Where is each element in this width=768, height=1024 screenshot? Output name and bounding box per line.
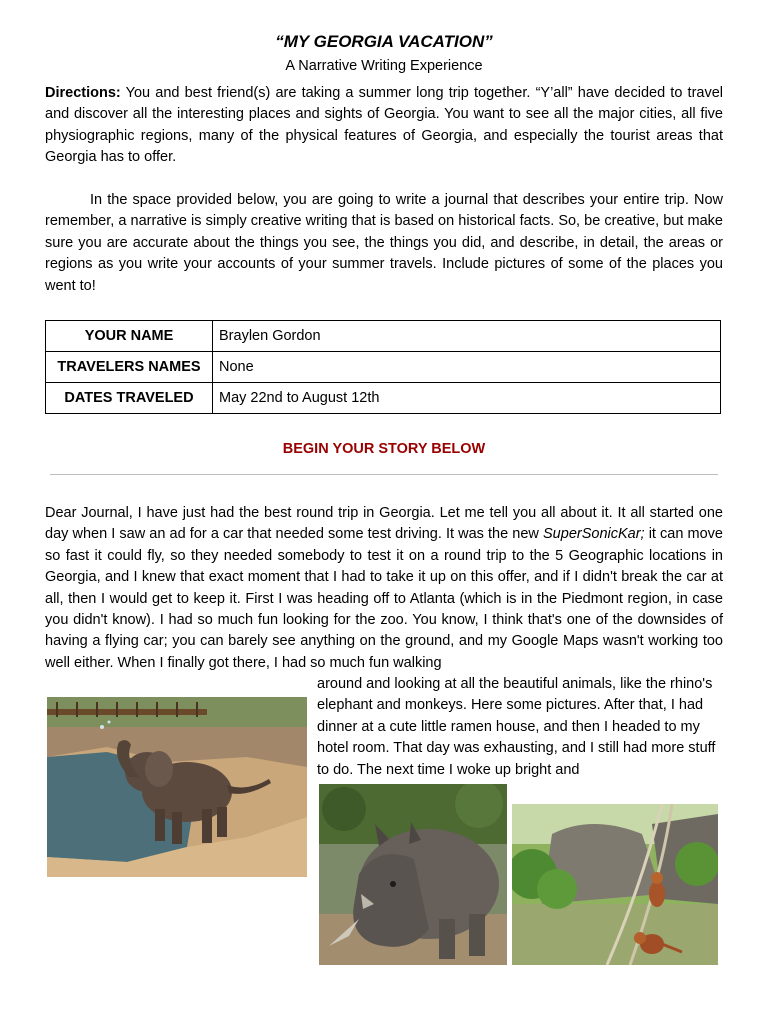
story-continuation: around and looking at all the beautiful animals, like the rhino's elephant and monkeys. Here some pictures. After that, I had dinner at a cute little ramen house, and then I headed to my hotel room. That day was exhausting, and I still had more stuff to do. The next time I woke up bright and xyxy=(317,676,716,778)
directions-text: You and best friend(s) are taking a summer long trip together. “Y’all” have decided to travel and discover all the interesting places and sights of Georgia. You want to see all the major cities, all five physiographic regions, many of the physical features of Georgia, and especially the tourist areas that Georgia has to offer. xyxy=(45,85,723,166)
directions-label: Directions: xyxy=(45,85,121,101)
table-row xyxy=(46,383,721,414)
your-name-value: Braylen Gordon xyxy=(213,321,721,352)
begin-story-heading: BEGIN YOUR STORY BELOW xyxy=(282,441,486,457)
page-subtitle: A Narrative Writing Experience xyxy=(285,58,483,74)
section-divider xyxy=(50,474,718,475)
dates-traveled-value: May 22nd to August 12th xyxy=(213,383,721,414)
monkey-image xyxy=(512,804,718,965)
dates-traveled-label: DATES TRAVELED xyxy=(46,383,213,414)
table-row xyxy=(46,321,721,352)
instructions-paragraph: In the space provided below, you are going to write a journal that describes your entire trip. Now remember, a narrative is simply creative writing that is based on historical facts. So, be creative, but make sure you are accurate about the things you see, the things you did, and describe, in detail, the areas or regions as you write your accounts of your summer travels. Include pictures of some of the places you went to! xyxy=(45,192,723,294)
elephant-image xyxy=(47,697,307,877)
story-paragraph xyxy=(45,503,723,674)
travelers-names-label: TRAVELERS NAMES xyxy=(46,352,213,383)
page-title: “MY GEORGIA VACATION” xyxy=(275,32,493,51)
your-name-label: YOUR NAME xyxy=(46,321,213,352)
travelers-names-value: None xyxy=(213,352,721,383)
rhino-photo xyxy=(319,784,507,965)
elephant-photo xyxy=(47,697,307,877)
table-row xyxy=(46,352,721,383)
story-text-part1: Dear Journal, I have just had the best round trip in Georgia. Let me tell you all about it. It all started one day when I saw an ad for a car that needed some test driving. It was the new xyxy=(45,505,723,543)
rhino-image xyxy=(319,784,507,965)
traveler-info-table xyxy=(45,320,721,414)
monkey-photo xyxy=(512,804,718,965)
car-name: SuperSonicKar; xyxy=(543,526,645,543)
story-text-part2: it can move so fast it could fly, so they needed somebody to test it on a round trip to the 5 Geographic locations in Georgia, and I knew that exact moment that I had to take it up on this offer, and if I didn't break the car at all, then I would get to keep it. First I was heading off to Atlanta (which is in the Piedmont region, in case you didn't know). I had so much fun looking for the zoo. You know, I think that's one of the downsides of having a flying car; you can barely see anything on the ground, and my Google Maps wasn't working too well either. When I finally got there, I had so much fun walking xyxy=(45,526,724,671)
directions-paragraph xyxy=(45,83,723,169)
